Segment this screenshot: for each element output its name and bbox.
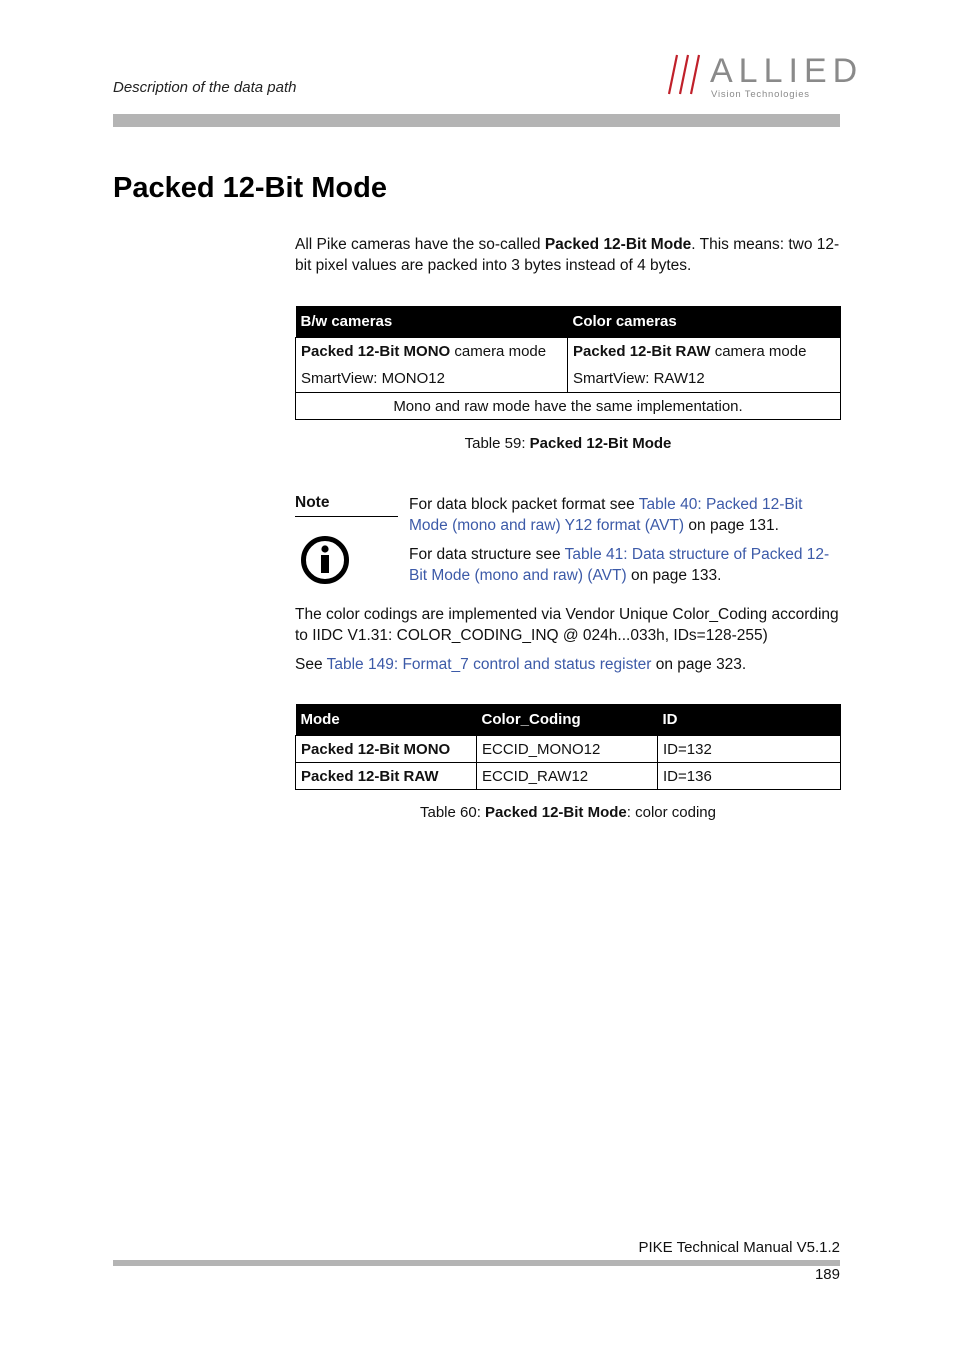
table-row: [296, 736, 841, 763]
table-row: [296, 365, 841, 393]
table-cell: ECCID_MONO12: [477, 736, 658, 763]
table-41-link[interactable]: Table 41: Data structure of Packed 12-Bit Mode (mono and raw) (AVT): [409, 546, 830, 584]
note-line-1: For data block packet format see Table 40: Packed 12-Bit Mode (mono and raw) Y12 format (AVT) on page 131.: [409, 496, 803, 534]
table-row: [296, 763, 841, 790]
logo-wordmark: ALLIED: [710, 52, 864, 90]
table-cell: Packed 12-Bit RAW: [296, 763, 477, 790]
see-paragraph: See Table 149: Format_7 control and status register on page 323.: [295, 656, 747, 673]
table-149-link[interactable]: Table 149: Format_7 control and status register: [326, 656, 652, 673]
table-cell: Packed 12-Bit MONO: [296, 736, 477, 763]
allied-logo: [668, 52, 864, 102]
table-header-row: [296, 704, 841, 736]
table-header-cell: ID: [658, 704, 841, 736]
table-59-caption: Table 59: Packed 12-Bit Mode: [464, 435, 672, 452]
table-cell: Packed 12-Bit RAW camera mode: [568, 338, 841, 366]
footer-rule: [113, 1260, 840, 1266]
table-59: [295, 306, 841, 420]
page-title: Packed 12-Bit Mode: [113, 172, 387, 204]
footer-manual-title: PIKE Technical Manual V5.1.2: [638, 1239, 840, 1256]
table-row: [296, 338, 841, 366]
note-label: Note: [295, 494, 398, 517]
page-number: 189: [814, 1266, 840, 1283]
logo-slashes-icon: [669, 55, 699, 94]
table-40-link[interactable]: Table 40: Packed 12-Bit Mode (mono and raw) Y12 format (AVT): [409, 496, 803, 534]
table-60: [295, 704, 841, 790]
table-header-cell: B/w cameras: [296, 306, 568, 338]
intro-paragraph: All Pike cameras have the so-called Packed 12-Bit Mode. This means: two 12-bit pixel values are packed into 3 bytes instead of 4 bytes.: [295, 236, 840, 274]
table-cell: SmartView: MONO12: [296, 365, 568, 393]
table-row: [296, 393, 841, 420]
table-header-cell: Color cameras: [568, 306, 841, 338]
table-header-cell: Color_Coding: [477, 704, 658, 736]
color-codings-paragraph: The color codings are implemented via Vendor Unique Color_Coding according to IIDC V1.31: COLOR_CODING_INQ @ 024h...033h, IDs=128-255): [295, 606, 839, 644]
header-section-title: Description of the data path: [113, 79, 297, 96]
table-header-row: [296, 306, 841, 338]
table-cell: ECCID_RAW12: [477, 763, 658, 790]
logo-subtext: Vision Technologies: [711, 89, 810, 100]
table-cell: ID=132: [658, 736, 841, 763]
note-line-2: For data structure see Table 41: Data structure of Packed 12-Bit Mode (mono and raw) (AVT) on page 133.: [409, 546, 830, 584]
info-icon: [300, 535, 350, 585]
table-60-caption: Table 60: Packed 12-Bit Mode: color coding: [420, 804, 716, 821]
table-cell: ID=136: [658, 763, 841, 790]
table-cell: Mono and raw mode have the same implementation.: [296, 393, 841, 420]
table-header-cell: Mode: [296, 704, 477, 736]
table-cell: Packed 12-Bit MONO camera mode: [296, 338, 568, 366]
table-cell: SmartView: RAW12: [568, 365, 841, 393]
header-rule: [113, 114, 840, 127]
